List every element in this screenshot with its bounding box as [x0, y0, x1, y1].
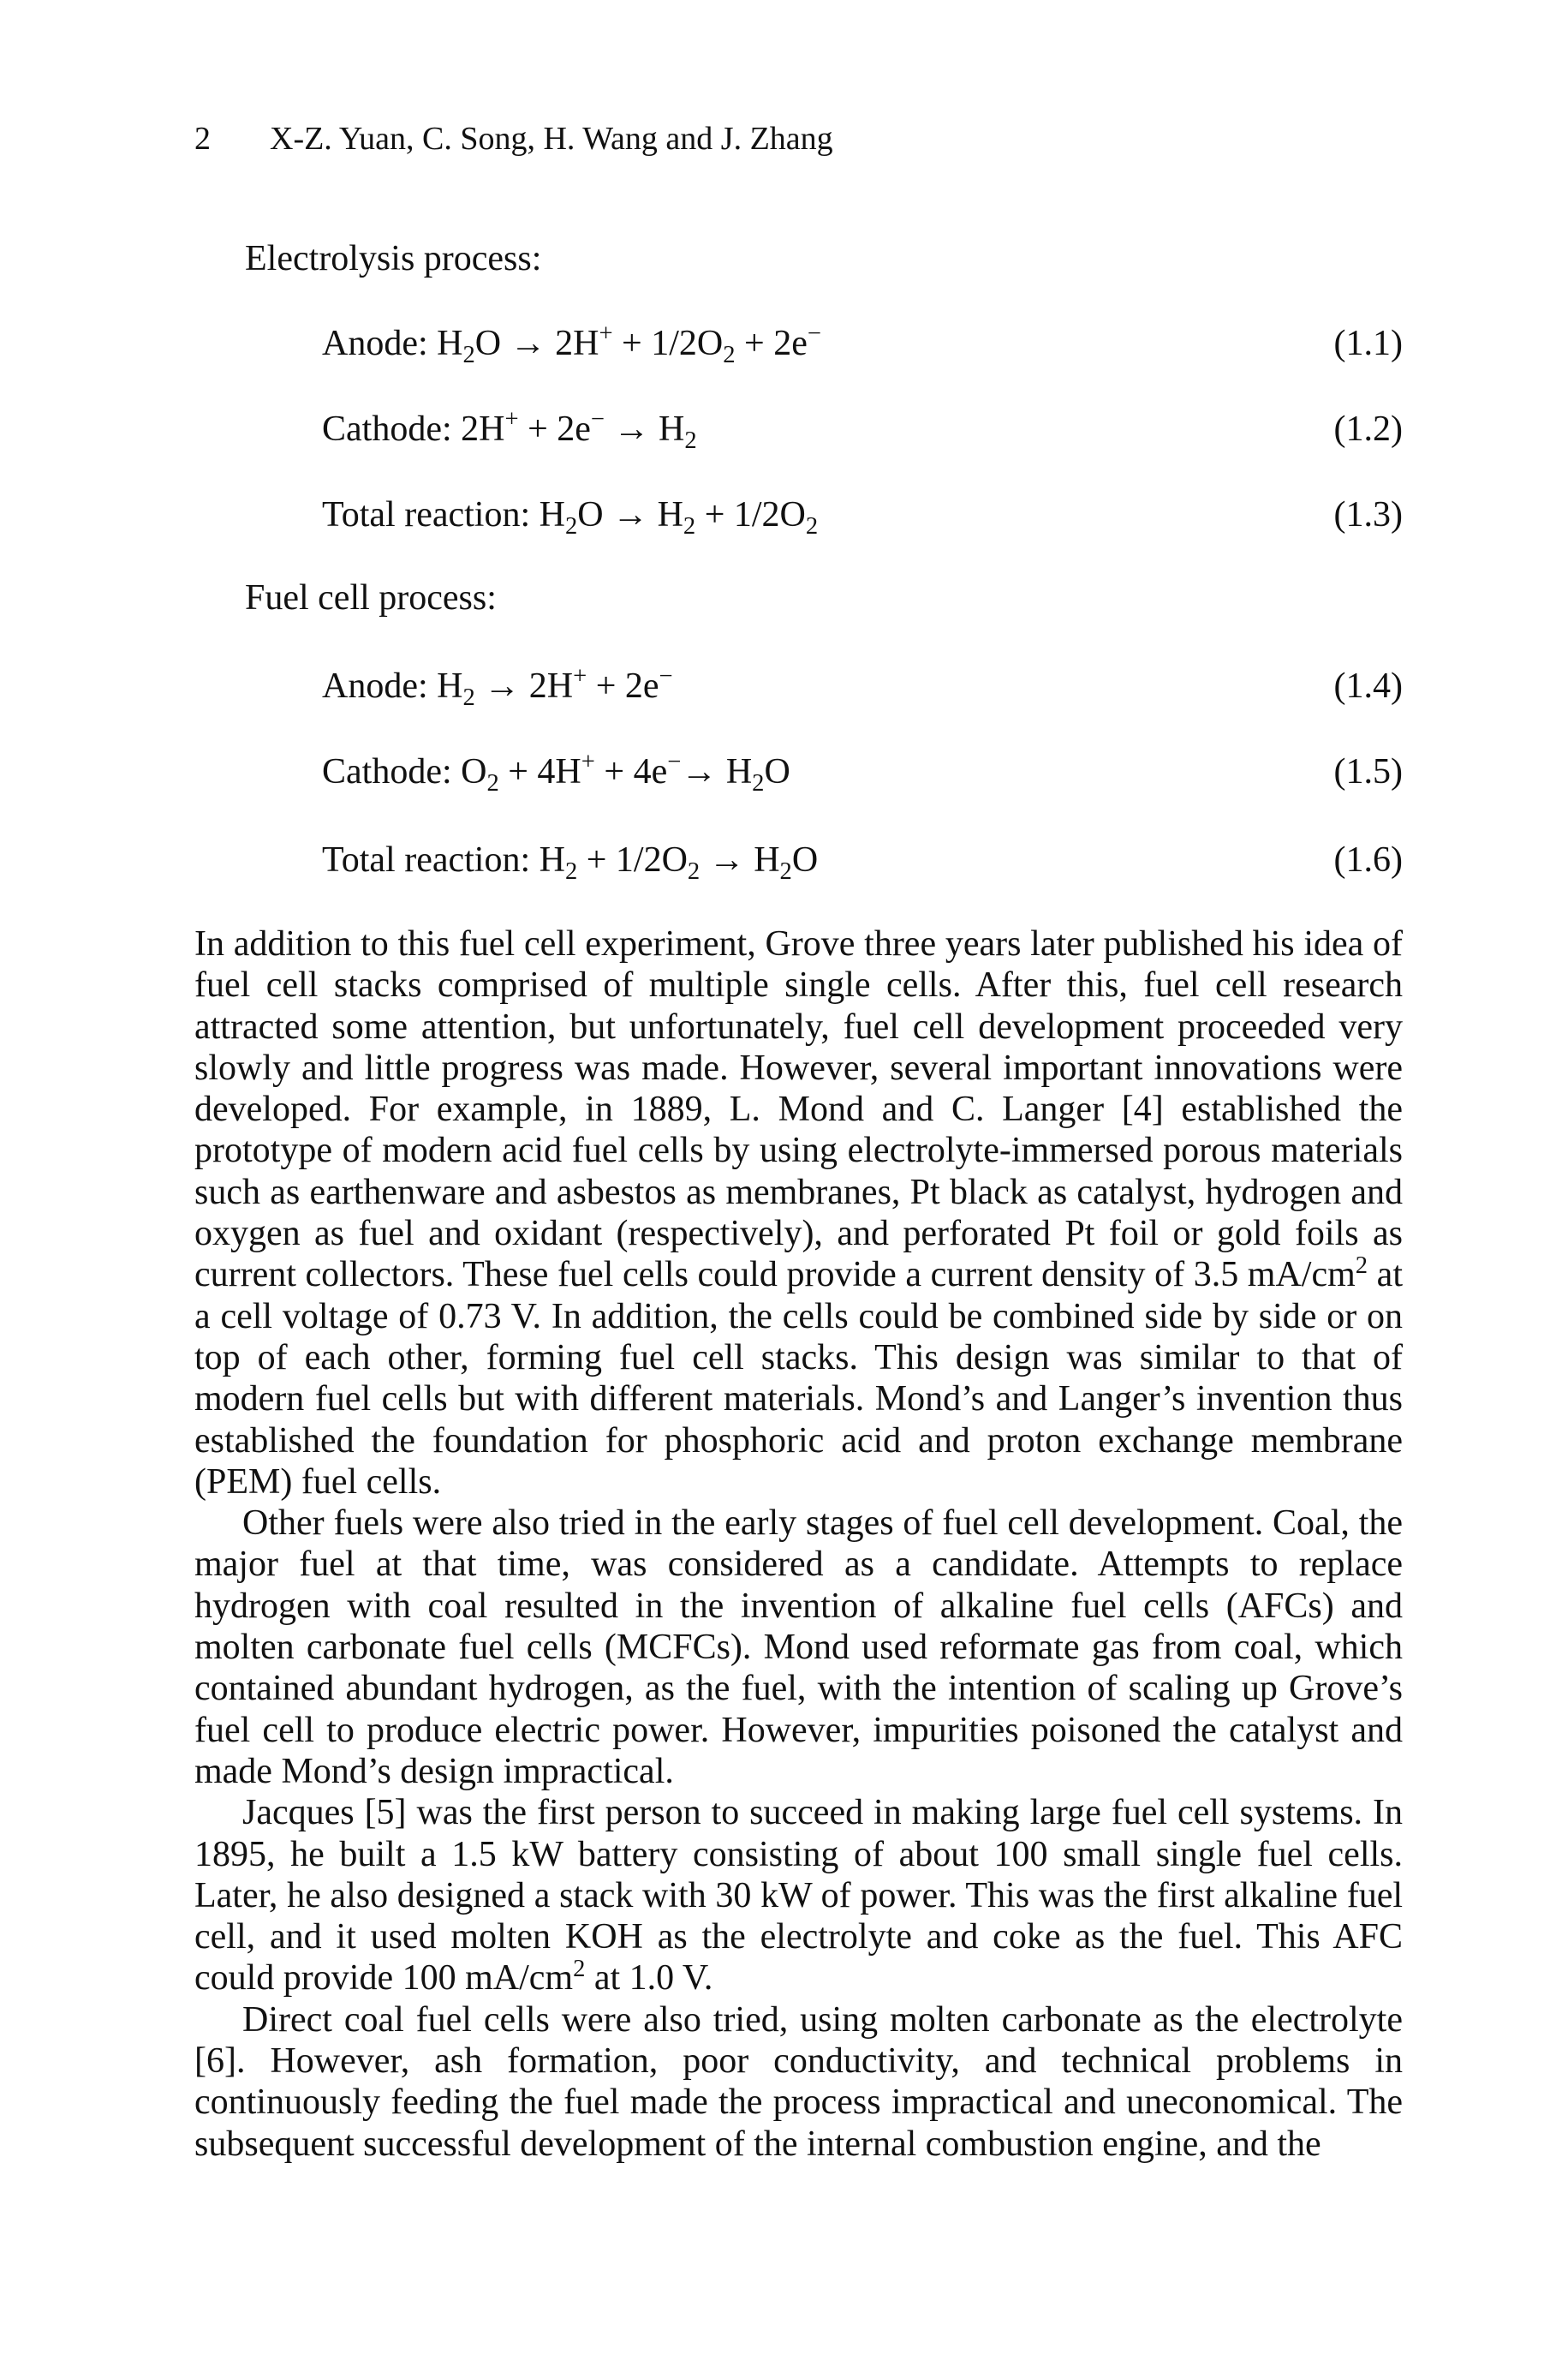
equation-formula: Total reaction: $H_2 + 1/2O_2 \to H_2O$	[322, 840, 819, 885]
paragraph: In addition to this fuel cell experiment, Grove three years later published his idea of fuel cell stacks comprised of multiple single cells. After this, fuel cell research attracted some attention, but unfortunately, fuel cell development proceeded very slowly and little progress was made. However, several important innovations were developed. For example, in 1889, L. Mond and C. Langer [4] established the prototype of modern acid fuel cells by using electrolyte-immersed porous materials such as earthenware and asbestos as membranes, Pt black as catalyst, hydrogen and oxygen as fuel and oxidant (respectively), and perforated Pt foil or gold foils as current collectors. These fuel cells could provide a current density of 3.5 $mA/cm^2$ at a cell voltage of 0.73 V. In addition, the cells could be combined side by side or on top of each other, forming fuel cell stacks. This design was similar to that of modern fuel cells but with different materials. Mond’s and Langer’s invention thus established the foundation for phosphoric acid and proton exchange membrane (PEM) fuel cells.	[194, 924, 1403, 1502]
paragraph: Other fuels were also tried in the early stages of fuel cell development. Coal, the major fuel at that time, was considered as a candidate. Attempts to replace hydrogen with coal resulted in the invention of alkaline fuel cells (AFCs) and molten carbonate fuel cells (MCFCs). Mond used reformate gas from coal, which contained abundant hydrogen, as the fuel, with the intention of scaling up Grove’s fuel cell to produce electric power. However, impurities poisoned the catalyst and made Mond’s design impractical.	[194, 1503, 1403, 1791]
running-header	[194, 120, 833, 158]
equation-number: (1.2)	[1333, 409, 1403, 449]
body-text	[194, 923, 1403, 2165]
equation-number: (1.6)	[1333, 840, 1403, 880]
page-number: 2	[194, 121, 211, 157]
equation-1-1	[322, 321, 1403, 366]
equation-formula: Cathode: $2H^+ + 2e^- \to H_2$	[322, 406, 697, 454]
equation-1-4	[322, 663, 1403, 711]
equation-1-2	[322, 406, 1403, 454]
equation-1-5	[322, 749, 1403, 797]
equation-number: (1.1)	[1333, 324, 1403, 363]
equation-formula: Anode: $H_2 \to 2H^+ + 2e^-$	[322, 663, 673, 711]
paragraph: Jacques [5] was the first person to succeed in making large fuel cell systems. In 1895, he built a 1.5 kW battery consisting of about 100 small single fuel cells. Later, he also designed a stack with 30 kW of power. This was the first alkaline fuel cell, and it used molten KOH as the electrolyte and coke as the fuel. This AFC could provide 100 $mA/cm^2$ at 1.0 V.	[194, 1793, 1403, 1999]
authors: X-Z. Yuan, C. Song, H. Wang and J. Zhang	[270, 121, 833, 157]
fuel-cell-label: Fuel cell process:	[245, 578, 497, 618]
equation-1-6	[322, 838, 1403, 885]
equation-formula: Anode: $H_2O \to 2H^+ + 1/2O_2 + 2e^-$	[322, 320, 821, 368]
paragraph: Direct coal fuel cells were also tried, using molten carbonate as the electrolyte [6]. However, ash formation, poor conductivity, and technical problems in continuously feeding the fuel made the process impractical and uneconomical. The subsequent successful development of the internal combustion engine, and the	[194, 1999, 1403, 2164]
equation-number: (1.3)	[1333, 495, 1403, 535]
equation-number: (1.5)	[1333, 752, 1403, 792]
electrolysis-label: Electrolysis process:	[245, 239, 542, 278]
equation-number: (1.4)	[1333, 666, 1403, 706]
equation-formula: Total reaction: $H_2O \to H_2 + 1/2O_2$	[322, 495, 819, 540]
equation-1-3	[322, 493, 1403, 540]
equation-formula: Cathode: $O_2 + 4H^+ + 4e^-\to H_2O$	[322, 749, 790, 797]
